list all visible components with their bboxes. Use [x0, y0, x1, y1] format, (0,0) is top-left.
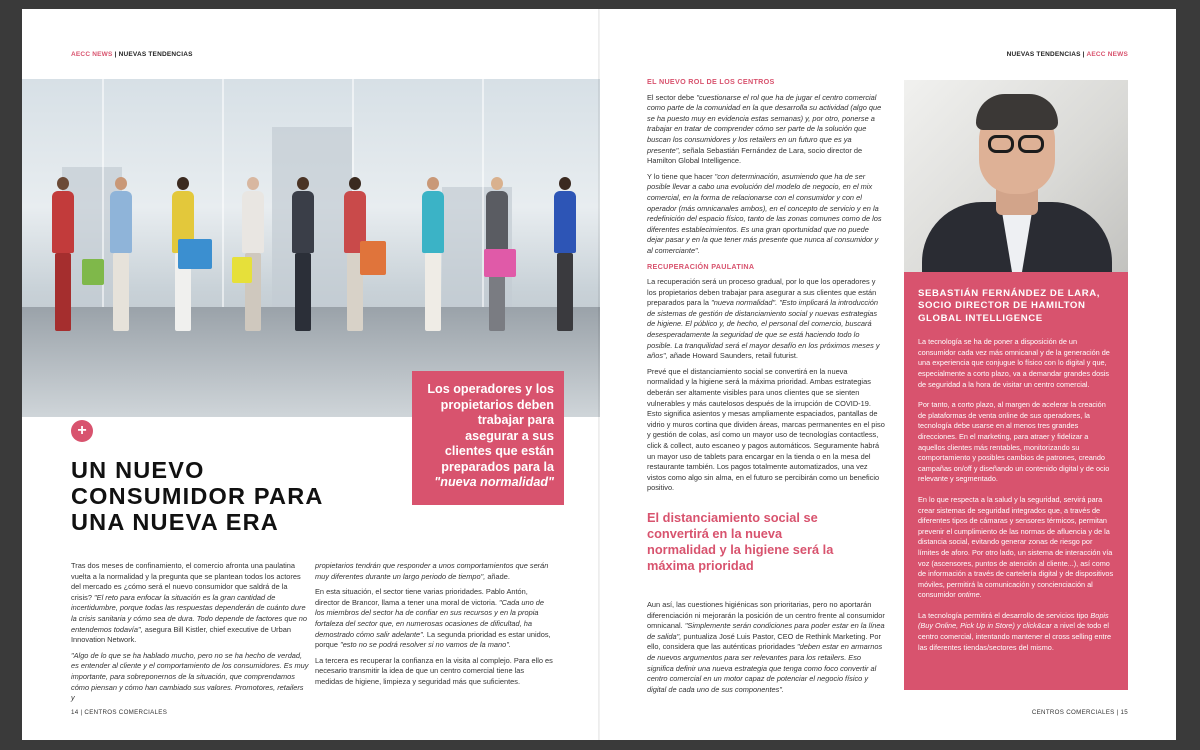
hero-image-shoppers: [22, 79, 600, 417]
shopping-bag: [360, 241, 386, 275]
quote-text: "Cada uno de los miembros del sector ha de confiar en sus recursos y en la propia fortaleza del sector que, en numerosas ocasiones de dificultad, ha demostrado cómo salir adelante".: [315, 597, 544, 639]
sidebar-text: La tecnología permitirá el desarrollo de servicios tipo: [918, 610, 1089, 620]
quote-text: "Algo de lo que se ha hablado mucho, pero no se ha hecho de verdad, es entender al cliente y el comportamiento de los consumidores. Es muy importante, para sobreponernos de la situación, que comprendamos cómo piensan y cómo han cambiado sus valores. Promotores, retailers y: [71, 650, 309, 703]
quote-text: "El reto para enfocar la situación es la gran cantidad de incertidumbre, porque todas las respuestas dependerán de cuánto dure la crisis sanitaria y cómo sea de dura. Todo depende de factores que no entendemos todavía",: [71, 592, 307, 634]
quote-text: "Simplemente serán condiciones para poder estar en la línea de salida",: [647, 621, 885, 641]
left-page-footer: 14 | CENTROS COMERCIALES: [71, 709, 168, 716]
sidebar-paragraph: [918, 495, 1114, 601]
right-body-column-lower: [647, 600, 885, 700]
plus-icon: +: [71, 420, 93, 442]
big-pullquote: El distanciamiento social se convertirá en la nueva normalidad y la higiene será la máxima prioridad: [647, 510, 834, 573]
runner-separator: |: [1080, 51, 1087, 58]
shopper-figure: [108, 177, 134, 331]
paragraph-text: señala Sebastián Fernández de Lara, socio director de Hamilton Global Intelligence.: [647, 145, 863, 166]
sidebar-text: a nivel de todo el centro comercial, intentando mantener el cross selling entre las diferentes tiendas/sectores del mismo.: [918, 621, 1112, 652]
section-heading: RECUPERACIÓN PAULATINA: [647, 261, 755, 271]
quote-text: "deben estar en armarnos de nuevos argumentos para ser relevantes para los retailers. Eso significa definir una nueva estrategia que tenga como foco convertir al centro comercial en un motor capaz de potenciar el negocio físico y digital de cada uno de sus componentes".: [647, 642, 883, 694]
paragraph-text: El sector debe: [647, 92, 695, 102]
shopping-bag: [232, 257, 252, 283]
paragraph: [647, 367, 885, 494]
quote-text: "cuestionarse el rol que ha de jugar el centro comercial como parte de la comunidad en la que desarrolla su actividad (algo que se ha puesto muy en evidencia estas semanas) y, por otro, ponerse a trabajar en tratar de comprender cómo ser parte de la solución que buscan los consumidores y los retailers en un futuro que es ya presente",: [647, 92, 882, 155]
right-page-footer: CENTROS COMERCIALES | 15: [1031, 709, 1128, 716]
paragraph-text: La recuperación será un proceso gradual, por lo que los operadores y los propietarios deben trabajar para asegurar a sus clientes que están preparados para la: [647, 277, 877, 308]
right-body-column: [647, 77, 885, 499]
runner-section: NUEVAS TENDENCIAS: [1006, 51, 1081, 58]
runner-brand: AECC NEWS: [71, 51, 113, 58]
paragraph: [647, 172, 885, 257]
paragraph-text: Y lo tiene que hacer: [647, 171, 713, 181]
paragraph-text: En esta situación, el sector tiene varias prioridades. Pablo Antón, director de Brancor, llama a tener una moral de victoria.: [315, 587, 528, 607]
article-headline: UN NUEVO CONSUMIDOR PARA UNA NUEVA ERA: [71, 457, 323, 535]
paragraph-text: añade Howard Saunders, retail futurist.: [669, 351, 798, 361]
sidebar-title: SEBASTIÁN FERNÁNDEZ DE LARA, SOCIO DIRECTOR DE HAMILTON GLOBAL INTELLIGENCE: [918, 288, 1101, 324]
paragraph-text: Tras dos meses de confinamiento, el comercio afronta una paulatina vuelta a la normalidad y la pregunta que se plantean todos los actores del mercado es ¿cómo será el nuevo consumidor que saldrá de la crisis?: [71, 561, 301, 602]
paragraph: [647, 93, 885, 167]
paragraph: [71, 561, 309, 646]
paragraph-text: puntualiza José Luis Pastor, CEO de Rethink Marketing. Por ello, considera que las auténticas prioridades: [647, 631, 881, 652]
sidebar-emphasis: ontime.: [957, 590, 982, 600]
paragraph: [71, 651, 309, 704]
paragraph: [315, 561, 553, 582]
glasses-lens: [988, 135, 1014, 153]
paragraph: [647, 277, 885, 362]
paragraph-text: asegura Bill Kistler, chief executive de Urban Innovation Network.: [71, 624, 291, 645]
shopper-figure: [552, 177, 578, 331]
runner-separator: |: [112, 51, 119, 58]
quote-text: propietarios tendrán que responder a unos comportamientos que serán muy diferentes durante un largo periodo de tiempo",: [315, 561, 549, 581]
right-running-header: [1007, 51, 1128, 58]
quote-text: "nueva normalidad". "Esto implicará la introducción de sistemas de gestión de distanciamiento social y nuevas estrategias de higiene. El público y, de hecho, el personal del comercio, buscará desesperadamente la seguridad de que se está haciendo todo lo posible. La tranquilidad será el mayor desafío en los próximos meses y años",: [647, 298, 880, 361]
paragraph-text: La segunda prioridad es estar unidos, porque: [315, 629, 551, 650]
body-column-1: [71, 561, 309, 709]
left-running-header: [71, 51, 193, 58]
window-mullion: [222, 79, 224, 307]
shopper-figure: [50, 177, 76, 331]
paragraph: [315, 656, 553, 688]
quote-text: "con determinación, asumiendo que ha de ser posible llevar a cabo una evolución del modelo de negocio, en el mix comercial, en la forma de relacionarse con el consumidor y con el operador (más omnicanales ambos), en el concepto de servicio y en la redefinición del espacio físico, tanto de las zonas comunes como de los diferentes establecimientos. Es una gran oportunidad que no puede dejar pasar y en la que tener más presente que nunca al consumidor y al comerciante".: [647, 171, 882, 255]
pullquote-box: [412, 371, 564, 505]
paragraph-text: La tercera es recuperar la confianza en la visita al complejo. Para ello es necesario transmitir la idea de que un centro comercial tiene las medidas de higiene, limpieza y seguridad más que suficientes.: [315, 655, 553, 686]
sidebar-text: En lo que respecta a la salud y la seguridad, servirá para crear sistemas de seguridad integrados que, a través de diferentes tipos de cámaras y sensores térmicos, permitan prevenir el cumplimiento de las normas de afluencia y de la distancia social, evitando generar zonas de riesgo por límites de aforo. Por otro lado, un sistema de interacción vía voz (ascensores, puntos de atención al cliente...), así como de información a través de cartelería digital y de dispositivos móviles, permitirá la comunicación y concienciación al consumidor: [918, 494, 1114, 600]
sidebar-paragraph: Por tanto, a corto plazo, al margen de acelerar la creación de plataformas de venta online de sus operadores, la tecnología debe usarse en al menos tres grandes direcciones. En el marketing, para atraer y fidelizar a aquellos clientes más rentables, monitorizando su comportamiento y posibles cambios de patrones, creando campañas on/off y diseñando un contenido digital y de ocio relevante y segmentado.: [918, 400, 1110, 484]
shopper-figure: [290, 177, 316, 331]
sidebar-emphasis: Bopis (Buy Online, Pick Up in Store) y click&car: [918, 610, 1109, 631]
sidebar-paragraph: [918, 611, 1114, 653]
body-column-2: [315, 561, 553, 693]
glasses-lens: [1018, 135, 1044, 153]
paragraph-text: Aun así, las cuestiones higiénicas son prioritarias, pero no aportarán diferenciación ni mejorarán la posición de un centro frente al consumidor omnicanal.: [647, 600, 885, 631]
paragraph-text: añade.: [487, 571, 510, 581]
right-page: [600, 9, 1176, 740]
pullquote-text: Los operadores y los propietarios deben trabajar para asegurar a sus clientes que están preparados para la: [427, 382, 554, 474]
quote-text: "esto no se podrá resolver si no vamos de la mano".: [340, 640, 511, 650]
portrait-hair: [976, 94, 1058, 130]
paragraph-text: Prevé que el distanciamiento social se convertirá en la nueva normalidad y la higiene será la máxima prioridad. Ambas estrategias deberán ser altamente visibles para unos clientes que se sienten vulnerables y más cautelosos después de la irrupción de COVID-19. Esto significa asientos y mesas ampliamente espaciados, pantallas de vidrio y muros cortina que dividen áreas, marcas permanentes en el piso y gestión de colas, así como un mayor uso de tecnologías contactless, click & collect, auto escaneo y pagos automáticos. Seguramente habrá un mayor uso de tablets para encargar en la tienda o en la mesa del restaurante también. Los pagos totalmente automatizados, una vez vistos como algo sin alma, en el futuro se percibirán como un beneficio positivo.: [647, 366, 885, 493]
interview-sidebar: [904, 272, 1128, 690]
shopping-bag: [178, 239, 212, 269]
paragraph: [315, 587, 553, 651]
sidebar-paragraph: La tecnología se ha de poner a disposición de un consumidor cada vez más omnicanal y de la generación de una experiencia que conjugue lo físico con lo digital y que, especialmente a corto plazo, va a demandar grandes dosis de seguridad a la hora de visitar un centro comercial.: [918, 337, 1110, 389]
shopper-figure: [240, 177, 266, 331]
shopper-figure: [420, 177, 446, 331]
runner-brand: AECC NEWS: [1086, 51, 1128, 58]
pullquote-emphasis: "nueva normalidad": [434, 475, 554, 489]
shopping-bag: [82, 259, 104, 285]
left-page: [22, 9, 600, 740]
shopping-bag: [484, 249, 516, 277]
section-heading: EL NUEVO ROL DE LOS CENTROS: [647, 77, 775, 86]
runner-section: NUEVAS TENDENCIAS: [118, 51, 193, 58]
paragraph: [647, 600, 885, 695]
portrait-photo: [904, 80, 1128, 272]
